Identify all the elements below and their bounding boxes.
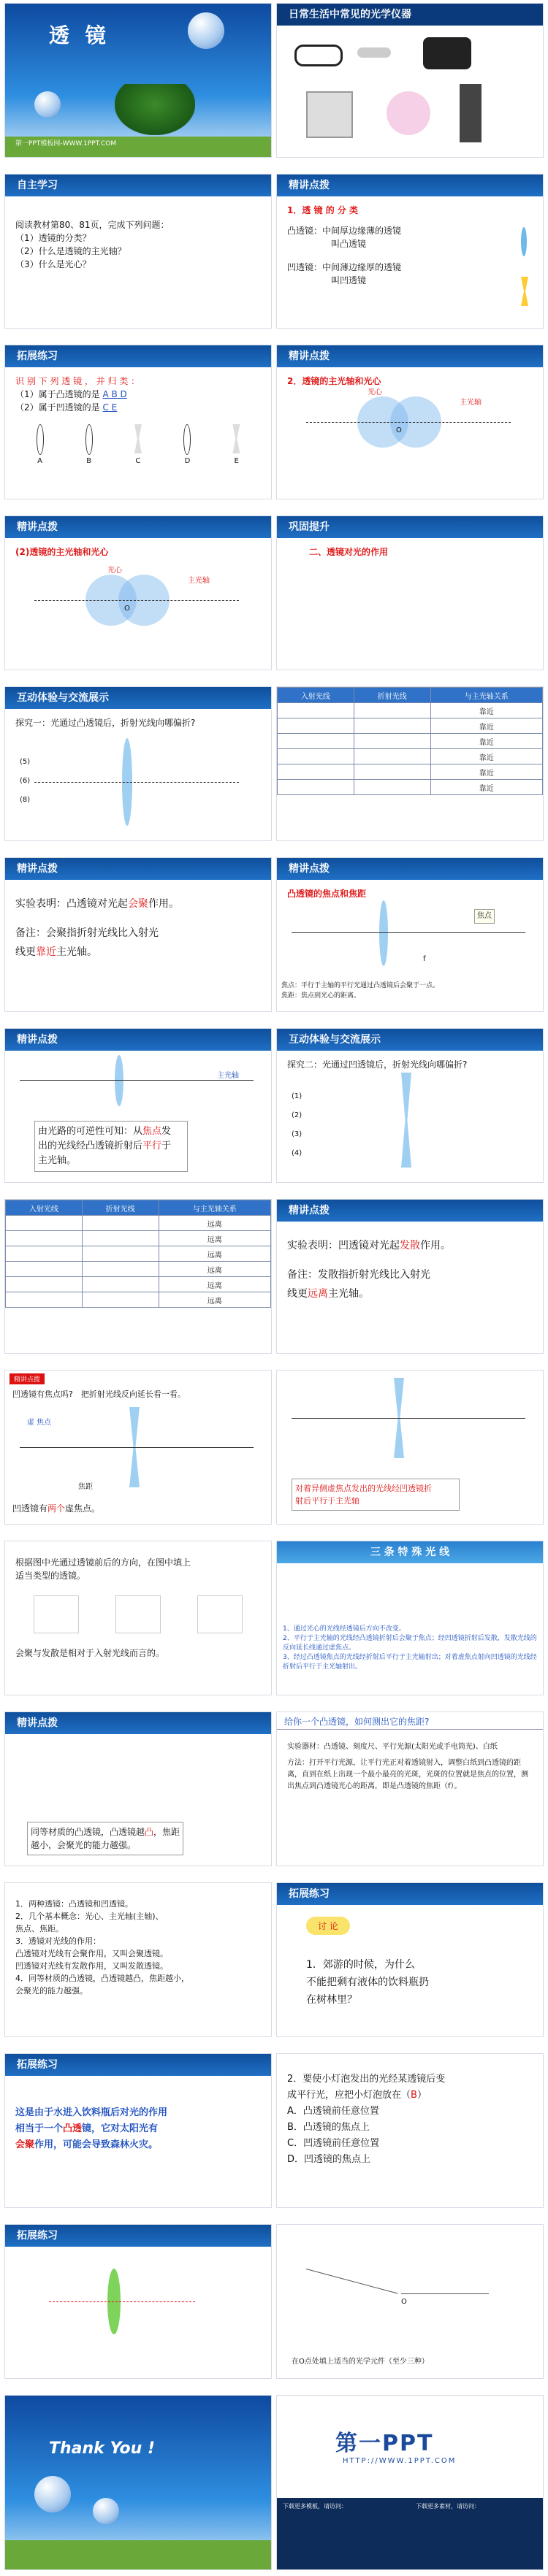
axis-slide <box>276 345 544 499</box>
diagram-box <box>197 1595 243 1633</box>
lens-row <box>15 424 261 455</box>
footer-text: 下载更多素材，请访问： <box>416 2503 480 2510</box>
summary-line: 2．几个基本概念：光心、主光轴(主轴)、 <box>15 1912 164 1921</box>
text: 这是由于水进入饮料瓶后对光的作用 <box>15 2107 168 2118</box>
question-text: 探究一：光通过凸透镜后，折射光线向哪偏折? <box>15 718 196 728</box>
col-header: 与主光轴关系 <box>430 688 543 703</box>
lens-types-slide <box>276 174 544 329</box>
footer-band <box>277 2498 543 2570</box>
lens-image-slide <box>4 2224 272 2379</box>
url-text: HTTP://WWW.1PPT.COM <box>343 2457 457 2465</box>
ray-line <box>306 2269 398 2294</box>
letter-label: B <box>86 457 92 465</box>
convex-def: 凸透镜：中间厚边缘薄的透镜 <box>287 226 402 236</box>
concave-lens-icon <box>401 1073 411 1168</box>
exercise-slide <box>4 345 272 499</box>
reversibility-slide <box>4 1028 272 1183</box>
text: 成平行光，应把小灯泡放在（ <box>287 2090 411 2101</box>
axis-label: 主光轴 <box>460 399 482 407</box>
rule: 1、通过光心的光线经透镜后方向不改变。 <box>283 1625 406 1633</box>
ray-line <box>401 2293 489 2294</box>
option: C．凹透镜前任意位置 <box>287 2138 380 2149</box>
slide-header: 自主学习 <box>5 175 271 196</box>
main-axis-line <box>34 782 239 783</box>
text: 备注：发散指折射光线比入射光 <box>287 1269 430 1281</box>
text: 相当于一个 <box>15 2123 64 2134</box>
option: A．凸透镜前任意位置 <box>287 2106 379 2117</box>
highlight: 焦点 <box>142 1126 162 1137</box>
text: 主光轴。 <box>38 1155 77 1166</box>
discuss-tag: 讨 论 <box>306 1917 350 1935</box>
note-box <box>292 1479 460 1511</box>
text: 虚焦点。 <box>65 1503 101 1514</box>
slide-header: 互动体验与交流展示 <box>277 1029 543 1051</box>
summary-line: 焦点、焦距。 <box>15 1924 64 1933</box>
main-axis-line <box>20 1447 254 1448</box>
optic-center-label: 光心 <box>107 567 122 575</box>
main-axis-line <box>292 1418 525 1419</box>
table-cell: 远离 <box>159 1277 271 1292</box>
text: 实验表明：凹透镜对光起 <box>287 1240 400 1251</box>
answer-2: C E <box>102 402 118 413</box>
note: 焦点：平行于主轴的平行光通过凸透镜后会聚于一点。 <box>281 982 440 989</box>
ray-table <box>5 1200 271 1308</box>
text: 作用。 <box>420 1240 451 1251</box>
text: 出的光线经凸透镜折射后 <box>38 1141 143 1151</box>
line-1: （1）属于凸透镜的是 <box>15 389 100 399</box>
concave-lens-icon <box>521 277 528 306</box>
slide-header: 精讲点拨 <box>277 175 543 196</box>
text: 于 <box>161 1141 172 1151</box>
text: 适当类型的透镜。 <box>15 1571 86 1581</box>
point-title: 凸透镜的焦点和焦距 <box>287 889 367 899</box>
text: ） <box>416 2090 427 2101</box>
summary-slide <box>4 1882 272 2037</box>
answer-slide <box>4 2053 272 2208</box>
text: 线更 <box>287 1288 308 1300</box>
o-label: O <box>124 605 130 613</box>
note: 焦距：焦点到光心的距离。 <box>281 992 361 1000</box>
slide-header: 精讲点拨 <box>5 1029 271 1051</box>
text: 备注：会聚指折射光线比入射光 <box>15 927 159 939</box>
point-title: (2)透镜的主光轴和光心 <box>15 547 109 557</box>
optic-center-label: 光心 <box>368 388 382 396</box>
lens-d-icon <box>183 424 191 455</box>
camera-icon <box>423 37 471 69</box>
main-axis-line <box>34 600 239 601</box>
slide-header: 精讲点拨 <box>277 345 543 367</box>
convex-lens-icon <box>379 900 388 966</box>
text: 同等材质的凸透镜，凸透镜越 <box>31 1827 145 1837</box>
highlight: 凸 <box>145 1827 154 1837</box>
site-label: 第一PPT模板网-WWW.1PPT.COM <box>15 140 117 147</box>
virtual-focus-slide <box>4 1370 272 1525</box>
intro-text: 阅读教材第80、81页，完成下列问题： <box>15 220 170 230</box>
slide-header: 巩固提升 <box>277 516 543 538</box>
text: ，焦距 <box>153 1827 180 1837</box>
slide-header: 拓展练习 <box>5 2225 271 2247</box>
experiment-concave-slide <box>276 1028 544 1183</box>
question: 给你一个凸透镜，如何测出它的焦距? <box>277 1712 543 1730</box>
focus-label: 焦点 <box>474 909 495 924</box>
col-header: 与主光轴关系 <box>159 1200 271 1216</box>
lens-e-icon <box>232 424 240 453</box>
col-header: 折射光线 <box>354 688 430 703</box>
ray-label: (2) <box>292 1111 302 1119</box>
convexity-slide <box>4 1711 272 1866</box>
main-axis-line <box>292 932 525 933</box>
slide-header: 精讲点拨 <box>277 858 543 880</box>
choice-slide <box>276 2053 544 2208</box>
text: 由光路的可逆性可知：从 <box>38 1126 143 1137</box>
glasses-icon <box>294 45 343 66</box>
magnifier-icon <box>357 47 391 58</box>
text: 线更 <box>15 946 36 958</box>
text: 主光轴。 <box>328 1288 369 1300</box>
table-cell: 靠近 <box>430 764 543 780</box>
note-box <box>34 1121 188 1172</box>
text: 实验器材：凸透镜、刻度尺、平行光源(太阳光或手电筒光)、白纸 <box>287 1743 498 1751</box>
question-1: （1）透镜的分类？ <box>15 233 91 243</box>
flower-image <box>387 91 430 135</box>
slide-header: 拓展练习 <box>5 345 271 367</box>
concave-table-slide <box>4 1199 272 1354</box>
concave-def-2: 叫凹透镜 <box>331 275 367 285</box>
microscope-icon <box>460 84 482 142</box>
slide-header: 精讲点拨 <box>5 858 271 880</box>
ray-label: (3) <box>292 1130 302 1138</box>
table-cell: 靠近 <box>430 734 543 749</box>
hint: 把折射光线反向延长看一看。 <box>80 1389 186 1399</box>
diagram-box <box>34 1595 79 1633</box>
note: 射后平行于主光轴 <box>295 1496 359 1506</box>
bubble-icon <box>34 91 61 118</box>
text: 作用，可能会导致森林火灾。 <box>34 2139 159 2150</box>
slide-header: 拓展练习 <box>5 2054 271 2076</box>
letter-label: E <box>234 457 239 465</box>
lens-letters <box>15 455 261 468</box>
ray-table <box>277 687 543 795</box>
point-title: 2．透镜的主光轴和光心 <box>287 376 381 386</box>
table-cell: 靠近 <box>430 780 543 795</box>
highlight: 会聚 <box>15 2139 35 2150</box>
answer: B <box>411 2090 417 2101</box>
slide-header: 拓展练习 <box>277 1883 543 1905</box>
discussion-slide <box>276 1882 544 2037</box>
text: 根据图中光通过透镜前后的方向，在图中填上 <box>15 1557 191 1568</box>
ppt-logo: 第一PPT <box>335 2431 434 2456</box>
projector-icon <box>306 91 353 138</box>
axis-label: 主光轴 <box>188 577 210 585</box>
col-header: 入射光线 <box>6 1200 83 1216</box>
tag: 精讲点拨 <box>9 1373 45 1384</box>
bubble-icon <box>93 2498 119 2524</box>
note: 对着异侧虚焦点发出的光线经凹透镜折 <box>295 1484 432 1493</box>
ray-label: (8) <box>20 796 31 804</box>
summary-line: 3．透镜对光线的作用： <box>15 1936 101 1946</box>
ray-labels <box>292 1087 302 1163</box>
consolidate-slide <box>276 515 544 670</box>
highlight: 靠近 <box>36 946 56 958</box>
convex-table-slide <box>276 686 544 841</box>
ray-label: (4) <box>292 1149 302 1157</box>
text: 作用。 <box>148 898 179 910</box>
cover-slide <box>4 3 272 158</box>
text: 不能把剩有液体的饮料瓶扔 <box>306 1977 429 1988</box>
cover-title: 透 镜 <box>49 23 110 47</box>
highlight: 两个 <box>47 1503 66 1514</box>
text: 凹透镜有 <box>12 1503 48 1514</box>
letter-label: A <box>37 457 42 465</box>
table-cell: 靠近 <box>430 718 543 734</box>
self-study-slide <box>4 174 272 329</box>
footer-text: 下载更多模板，请访问： <box>283 2503 347 2510</box>
brand-slide <box>276 2395 544 2570</box>
option: B．凸透镜的焦点上 <box>287 2122 370 2133</box>
lens-c-icon <box>134 424 142 453</box>
text: 方法：打开平行光源，让平行光正对着透镜射入，调整白纸到凸透镜的距离，直到在纸上出现一个最小最亮的光斑，光斑的位置就是焦点的位置，测出焦点到凸透镜光心的距离，即是凸透镜的焦距（f）。 <box>287 1759 528 1790</box>
slide-header: 日常生活中常见的光学仪器 <box>277 4 543 26</box>
summary-line: 1．两种透镜：凸透镜和凹透镜。 <box>15 1899 133 1909</box>
fill-element-slide <box>276 2224 544 2379</box>
diagram-box <box>115 1595 161 1633</box>
highlight: 凸透 <box>63 2123 83 2134</box>
rule: 2、平行于主光轴的光线经凸透镜折射后会聚于焦点；经凹透镜折射后发散，发散光线的反向延长线通过虚焦点。 <box>283 1635 537 1652</box>
f-label: f <box>423 955 426 963</box>
slide-header: 精讲点拨 <box>5 1712 271 1734</box>
table-cell: 远离 <box>159 1231 271 1246</box>
table-cell: 靠近 <box>430 749 543 764</box>
question-text: 探究二：光通过凹透镜后，折射光线向哪偏折? <box>287 1059 468 1070</box>
answer-1: A B D <box>102 389 127 399</box>
slide-header: 三 条 特 殊 光 线 <box>277 1541 543 1563</box>
diagram-row <box>15 1595 261 1633</box>
convex-lens-icon <box>521 227 527 256</box>
lens-a-icon <box>37 424 44 455</box>
summary-line: 凸透镜对光线有会聚作用，又叫会聚透镜。 <box>15 1949 168 1958</box>
question: 凹透镜有焦点吗? <box>12 1389 73 1399</box>
text: 在树林里？ <box>306 1994 357 2006</box>
ray-labels <box>20 753 30 810</box>
text: 镜，它对太阳光有 <box>82 2123 159 2134</box>
bubble-icon <box>188 12 224 49</box>
caption: 在O点处填上适当的光学元件（至少三种） <box>292 2358 429 2366</box>
experiment-convex-slide <box>4 686 272 841</box>
task-text: 识 别 下 列 透 镜 ， 并 归 类 ： <box>15 376 140 386</box>
table-cell: 远离 <box>159 1246 271 1262</box>
o-label: O <box>396 426 402 434</box>
text: 越小，会聚光的能力越强。 <box>31 1840 137 1850</box>
focus-slide <box>276 857 544 1012</box>
highlight: 平行 <box>142 1141 162 1151</box>
table-cell: 靠近 <box>430 703 543 718</box>
slide-header: 互动体验与交流展示 <box>5 687 271 709</box>
slide-header: 精讲点拨 <box>5 516 271 538</box>
diverge-slide <box>276 1199 544 1354</box>
letter-label: D <box>184 457 191 465</box>
col-header: 折射光线 <box>82 1200 159 1216</box>
text: 2．要使小灯泡发出的光经某透镜后变 <box>287 2074 446 2085</box>
note-box <box>27 1822 183 1855</box>
highlight: 发散 <box>400 1240 420 1251</box>
col-header: 入射光线 <box>278 688 354 703</box>
summary-line: 4．同等材质的凸透镜，凸透镜越凸，焦距越小， <box>15 1974 189 1983</box>
thanks-text: Thank You ! <box>49 2439 156 2458</box>
tree-image <box>115 84 195 135</box>
ray-label: (1) <box>292 1092 302 1100</box>
rule: 3、经过凸透镜焦点的光线经折射后平行于主光轴射出；对着虚焦点射向凹透镜的光线经折射后平行于主光轴射出。 <box>283 1654 537 1671</box>
table-cell: 远离 <box>159 1292 271 1308</box>
question-2: （2）什么是透镜的主光轴？ <box>15 246 126 256</box>
grass-strip <box>5 2540 271 2569</box>
virtual-focus-label: 虚 焦点 <box>27 1419 52 1427</box>
highlight: 远离 <box>308 1288 328 1300</box>
measure-focus-slide <box>276 1711 544 1866</box>
letter-label: C <box>135 457 141 465</box>
bubble-icon <box>34 2476 71 2512</box>
convex-lens-icon <box>115 1055 123 1106</box>
o-label: O <box>401 2298 407 2306</box>
lens-b-icon <box>85 424 93 455</box>
convex-def-2: 叫凸透镜 <box>331 239 367 249</box>
thanks-slide <box>4 2395 272 2570</box>
concave-def: 凹透镜：中间薄边缘厚的透镜 <box>287 262 402 272</box>
table-cell: 远离 <box>159 1216 271 1231</box>
special-rays-slide <box>276 1541 544 1695</box>
main-axis-line <box>306 422 511 423</box>
main-axis-line <box>49 2301 195 2302</box>
text: 1．郊游的时候，为什么 <box>306 1959 415 1971</box>
converge-slide <box>4 857 272 1012</box>
notes <box>281 981 439 1001</box>
slide-header: 精讲点拨 <box>277 1200 543 1222</box>
instruments-slide <box>276 3 544 158</box>
text: 发 <box>161 1126 172 1137</box>
focal-length-label: 焦距 <box>78 1483 93 1491</box>
fill-lens-slide <box>4 1541 272 1695</box>
question-3: （3）什么是光心？ <box>15 259 91 269</box>
highlight: 会聚 <box>128 898 148 910</box>
summary-line: 凹透镜对光线有发散作用，又叫发散透镜。 <box>15 1961 168 1971</box>
table-cell: 远离 <box>159 1262 271 1277</box>
text: 主光轴。 <box>56 946 97 958</box>
axis-slide-2 <box>4 515 272 670</box>
point-title: 1．透 镜 的 分 类 <box>287 205 359 215</box>
virtual-focus-slide-2 <box>276 1370 544 1525</box>
text: 实验表明：凸透镜对光起 <box>15 898 128 910</box>
ray-label: (5) <box>20 758 31 766</box>
ray-label: (6) <box>20 777 31 785</box>
text: 会聚与发散是相对于入射光线而言的。 <box>15 1648 165 1658</box>
axis-label: 主光轴 <box>217 1072 239 1080</box>
point-title: 二、透镜对光的作用 <box>309 547 389 557</box>
summary-line: 会聚光的能力越强。 <box>15 1986 88 1996</box>
line-2: （2）属于凹透镜的是 <box>15 402 100 413</box>
option: D．凹透镜的焦点上 <box>287 2154 371 2165</box>
